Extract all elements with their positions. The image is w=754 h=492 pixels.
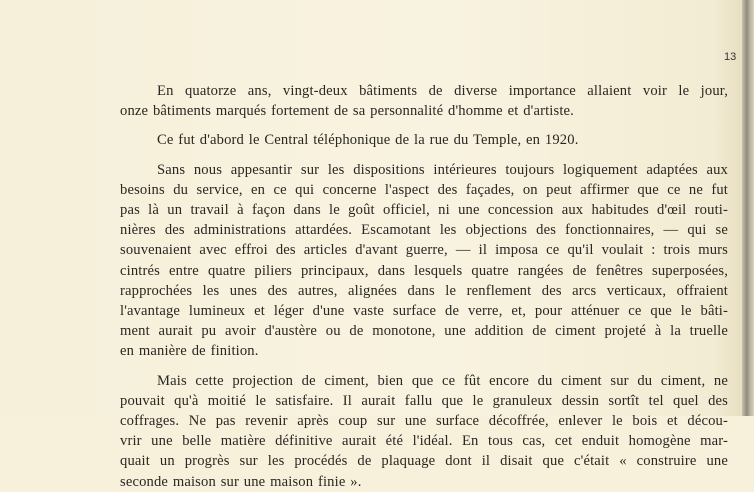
body-text [120,81,728,492]
text-line: Sans nous appesantir sur les dispositions intérieures toujours logiquement adaptées aux [157,161,728,178]
text-line: souvenaient avec effroi des articles d'avant guerre, — il imposa ce qu'il voulait : trois murs [120,242,728,259]
text-line: quait un progrès sur les procédés de plaquage dont il disait que c'était « construire une [120,453,728,470]
text-line: l'avantage lumineux et léger d'une vaste surface de verre, et, pour atténuer ce que le bâti- [120,303,728,320]
text-line: Mais cette projection de ciment, bien que ce fût encore du ciment sur du ciment, ne [157,372,728,389]
text-line: nières des administrations attardées. Escamotant les objections des fonctionnaires, — qui se [120,222,728,239]
text-line: ment aurait pu avoir d'austère ou de monotone, une addition de ciment projeté à la truelle [120,323,728,340]
paragraph-2 [120,130,728,150]
paragraph-3 [120,160,728,362]
paragraph-1 [120,81,728,121]
text-line: rapprochées les unes des autres, alignées dans le renflement des arcs verticaux, offraient [120,282,728,299]
text-line: pouvait qu'à moitié le satisfaire. Il aurait fallu que le granuleux dessin sortît tel quel des [120,392,728,409]
text-line: pas là un travail à façon dans le goût officiel, ni une concession aux habitudes d'œil routi- [120,202,728,219]
text-line: besoins du service, en ce qui concerne l'aspect des façades, on peut affirmer que ce ne fut [120,181,728,198]
text-line: vrir une belle matière définitive aurait été l'idéal. En tous cas, cet enduit homogène mar- [120,433,728,450]
text-line: seconde maison sur une maison finie ». [120,473,362,490]
text-line: en manière de finition. [120,343,259,360]
paragraph-4 [120,371,728,492]
text-line: coffrages. Ne pas revenir après coup sur une surface décoffrée, enlever le bois et décou- [120,413,728,430]
text-line: En quatorze ans, vingt-deux bâtiments de diverse importance allaient voir le jour, [157,83,728,99]
text-line: Ce fut d'abord le Central téléphonique de la rue du Temple, en 1920. [157,132,579,149]
page-number: 13 [724,51,737,63]
page-edge [742,0,754,416]
text-line: onze bâtiments marqués fortement de sa personnalité d'homme et d'artiste. [120,103,574,120]
text-line: cintrés entre quatre piliers principaux, dans lesquels quatre rangées de fenêtres superposées, [120,262,728,279]
